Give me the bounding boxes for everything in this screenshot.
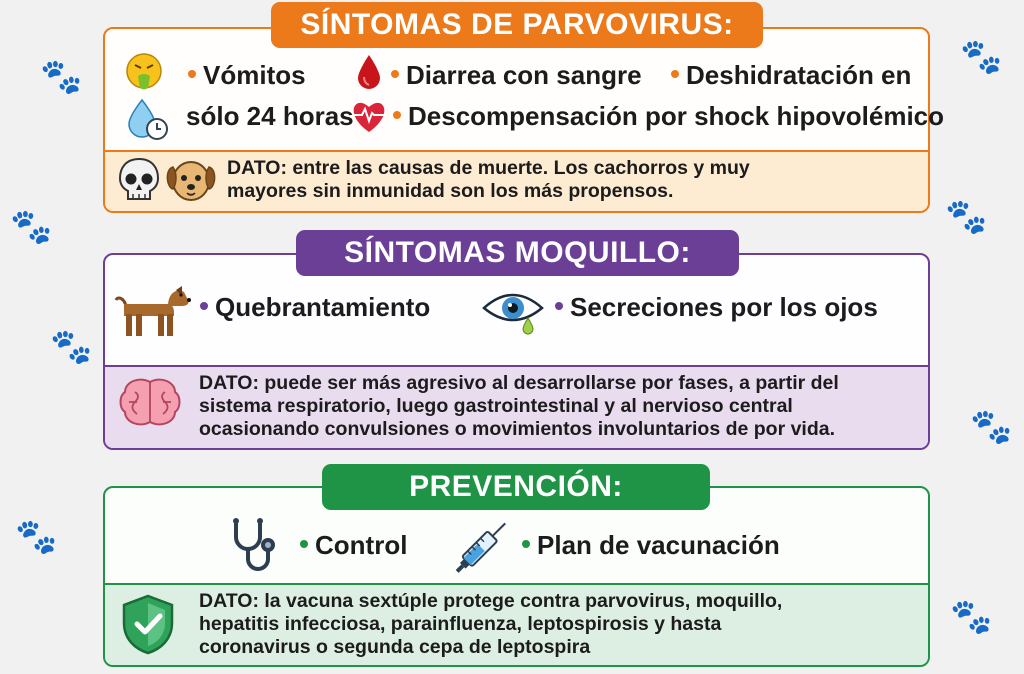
skull-icon <box>117 156 161 204</box>
prevencion-note <box>199 590 924 659</box>
paw-icon: 🐾 <box>15 518 58 556</box>
heart-pulse-icon <box>349 98 389 134</box>
brain-icon <box>117 376 183 430</box>
parvo-symptoms-line1 <box>184 60 306 91</box>
prevencion-item-vacunacion: Plan de vacunación <box>537 530 780 560</box>
prevencion-title: PREVENCIÓN: <box>322 464 710 510</box>
blood-drop-icon <box>355 53 383 91</box>
moquillo-note-line3: ocasionando convulsiones o movimientos involuntarios de por vida. <box>199 418 836 440</box>
parvovirus-title: SÍNTOMAS DE PARVOVIRUS: <box>271 2 763 48</box>
paw-icon: 🐾 <box>40 58 83 96</box>
prevencion-note-line3: coronavirus o segunda cepa de leptospira <box>199 636 591 658</box>
symptom-deshidratacion-a: Deshidratación en <box>686 60 912 90</box>
symptom-quebrantamiento: Quebrantamiento <box>215 292 431 322</box>
parvovirus-note-line2: mayores sin inmunidad son los más propensos. <box>227 180 674 202</box>
puppy-icon <box>163 153 219 205</box>
symptom-diarrea: Diarrea con sangre <box>406 60 642 90</box>
moquillo-title: SÍNTOMAS MOQUILLO: <box>296 230 739 276</box>
water-clock-icon <box>124 96 170 142</box>
parvovirus-note-line1: entre las causas de muerte. Los cachorros y muy <box>292 157 750 179</box>
symptom-deshidratacion-b: sólo 24 horas <box>186 101 354 131</box>
symptom-shock: Descompensación por shock hipovolémico <box>408 101 945 131</box>
parvovirus-note-label: DATO: <box>227 157 287 179</box>
paw-icon: 🐾 <box>970 408 1013 446</box>
paw-icon: 🐾 <box>50 328 93 366</box>
parvo-symptoms-deshidratacion <box>667 60 911 91</box>
moquillo-note <box>199 372 924 441</box>
moquillo-symptom-row1 <box>196 292 430 323</box>
moquillo-note-label: DATO: <box>199 372 259 394</box>
prevencion-item-vacunacion-row <box>518 530 780 561</box>
prevencion-note-line1: la vacuna sextúple protege contra parvovirus, moquillo, <box>264 590 783 612</box>
symptom-secreciones: Secreciones por los ojos <box>570 292 878 322</box>
moquillo-symptom-row2 <box>551 292 878 323</box>
moquillo-note-line2: sistema respiratorio, luego gastrointestinal y al nervioso central <box>199 395 793 417</box>
prevencion-note-line2: hepatitis infecciosa, parainfluenza, leptospirosis y hasta <box>199 613 722 635</box>
parvo-symptoms-shock <box>389 101 944 132</box>
moquillo-note-line1: puede ser más agresivo al desarrollarse por fases, a partir del <box>264 372 839 394</box>
paw-icon: 🐾 <box>10 208 53 246</box>
paw-icon: 🐾 <box>960 38 1003 76</box>
eye-tear-icon <box>482 288 544 338</box>
shield-check-icon <box>120 593 176 655</box>
parvo-symptoms-diarrea <box>387 60 642 91</box>
stethoscope-icon <box>226 517 286 575</box>
paw-icon: 🐾 <box>945 198 988 236</box>
prevencion-item-control: Control <box>315 530 408 560</box>
parvovirus-note <box>227 157 917 203</box>
symptom-vomitos: Vómitos <box>203 60 306 90</box>
syringe-icon <box>453 516 515 576</box>
paw-icon: 🐾 <box>950 598 993 636</box>
dog-icon <box>112 284 192 340</box>
prevencion-item-control-row <box>296 530 407 561</box>
prevencion-note-label: DATO: <box>199 590 259 612</box>
nausea-face-icon <box>124 51 164 91</box>
